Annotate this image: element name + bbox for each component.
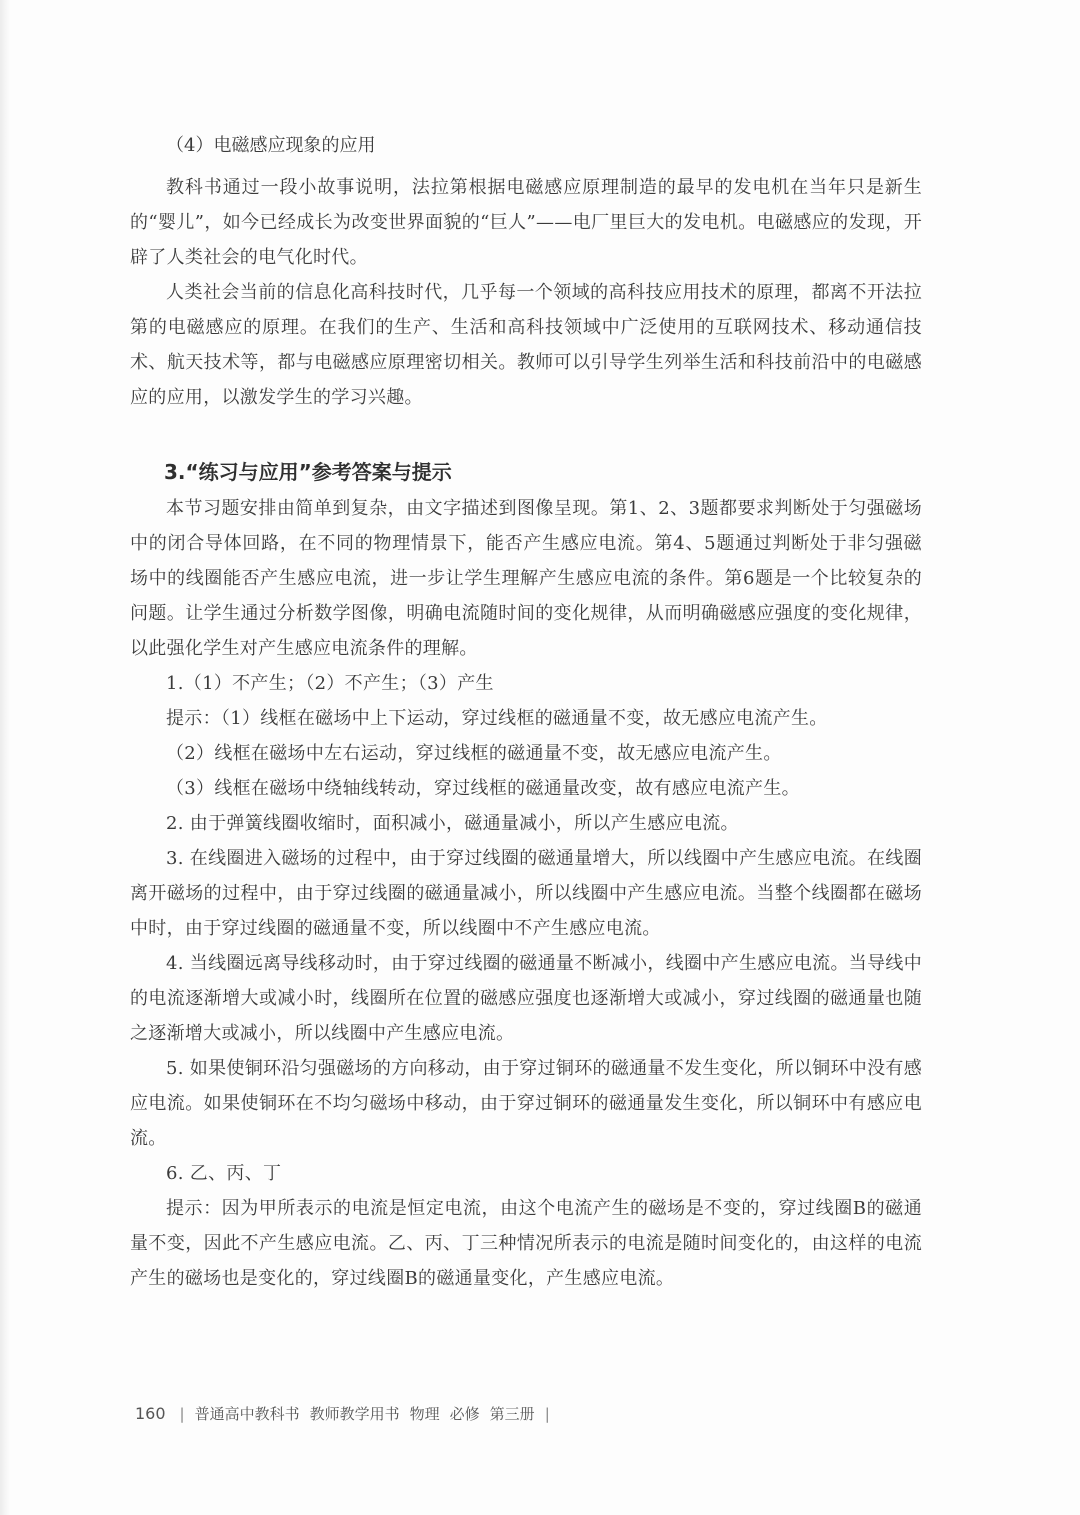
answer-3: 3. 在线圈进入磁场的过程中，由于穿过线圈的磁通量增大，所以线圈中产生感应电流。在线圈离开磁场的过程中，由于穿过线圈的磁通量减小，所以线圈中产生感应电流。当整个线圈都在磁场中时，由于穿过线圈的磁通量不变，所以线圈中不产生感应电流。	[130, 848, 922, 939]
subsection-heading: （4）电磁感应现象的应用	[166, 135, 376, 156]
answer-1-hint-1: 提示：（1）线框在磁场中上下运动，穿过线框的磁通量不变，故无感应电流产生。	[166, 708, 828, 729]
footer-separator-end: |	[544, 1404, 550, 1423]
answer-1-hint-2: （2）线框在磁场中左右运动，穿过线框的磁通量不变，故无感应电流产生。	[166, 743, 782, 764]
footer-separator: |	[179, 1404, 185, 1423]
footer-subject: 物理	[409, 1405, 440, 1423]
answer-1: 1.（1）不产生；（2）不产生；（3）产生	[166, 673, 494, 694]
footer-volume: 第三册	[489, 1405, 535, 1423]
page-footer	[135, 1403, 550, 1424]
paragraph: 人类社会当前的信息化高科技时代，几乎每一个领域的高科技应用技术的原理，都离不开法拉第的电磁感应的原理。在我们的生产、生活和高科技领域中广泛使用的互联网技术、移动通信技术、航天技术等，都与电磁感应原理密切相关。教师可以引导学生列举生活和科技前沿中的电磁感应的应用，以激发学生的学习兴趣。	[130, 282, 922, 408]
answer-6-hint: 提示：因为甲所表示的电流是恒定电流，由这个电流产生的磁场是不变的，穿过线圈B的磁通量不变，因此不产生感应电流。乙、丙、丁三种情况所表示的电流是随时间变化的，由这样的电流产生的磁场也是变化的，穿过线圈B的磁通量变化，产生感应电流。	[130, 1198, 922, 1289]
page-binding-shadow	[0, 0, 10, 1515]
answer-6: 6. 乙、丙、丁	[166, 1163, 282, 1184]
answer-1-hint-3: （3）线框在磁场中绕轴线转动，穿过线框的磁通量改变，故有感应电流产生。	[166, 778, 800, 799]
footer-course: 必修	[449, 1405, 480, 1423]
page-number: 160	[135, 1404, 166, 1423]
page-content	[130, 132, 922, 1296]
section-intro: 本节习题安排由简单到复杂，由文字描述到图像呈现。第1、2、3题都要求判断处于匀强磁场中的闭合导体回路，在不同的物理情景下，能否产生感应电流。第4、5题通过判断处于非匀强磁场中的线圈能否产生感应电流，进一步让学生理解产生感应电流的条件。第6题是一个比较复杂的问题。让学生通过分析数学图像，明确电流随时间的变化规律，从而明确磁感应强度的变化规律，以此强化学生对产生感应电流条件的理解。	[130, 498, 922, 659]
answer-5: 5. 如果使铜环沿匀强磁场的方向移动，由于穿过铜环的磁通量不发生变化，所以铜环中没有感应电流。如果使铜环在不均匀磁场中移动，由于穿过铜环的磁通量发生变化，所以铜环中有感应电流。	[130, 1058, 922, 1149]
paragraph: 教科书通过一段小故事说明，法拉第根据电磁感应原理制造的最早的发电机在当年只是新生的“婴儿”，如今已经成长为改变世界面貌的“巨人”——电厂里巨大的发电机。电磁感应的发现，开辟了人类社会的电气化时代。	[130, 177, 922, 268]
footer-book-title: 普通高中教科书	[194, 1405, 300, 1423]
footer-subtitle: 教师教学用书	[309, 1405, 400, 1423]
answer-2: 2. 由于弹簧线圈收缩时，面积减小，磁通量减小，所以产生感应电流。	[166, 813, 739, 834]
section-title: 3.“练习与应用”参考答案与提示	[164, 460, 452, 484]
answer-4: 4. 当线圈远离导线移动时，由于穿过线圈的磁通量不断减小，线圈中产生感应电流。当导线中的电流逐渐增大或减小时，线圈所在位置的磁感应强度也逐渐增大或减小，穿过线圈的磁通量也随之逐渐增大或减小，所以线圈中产生感应电流。	[130, 953, 922, 1044]
